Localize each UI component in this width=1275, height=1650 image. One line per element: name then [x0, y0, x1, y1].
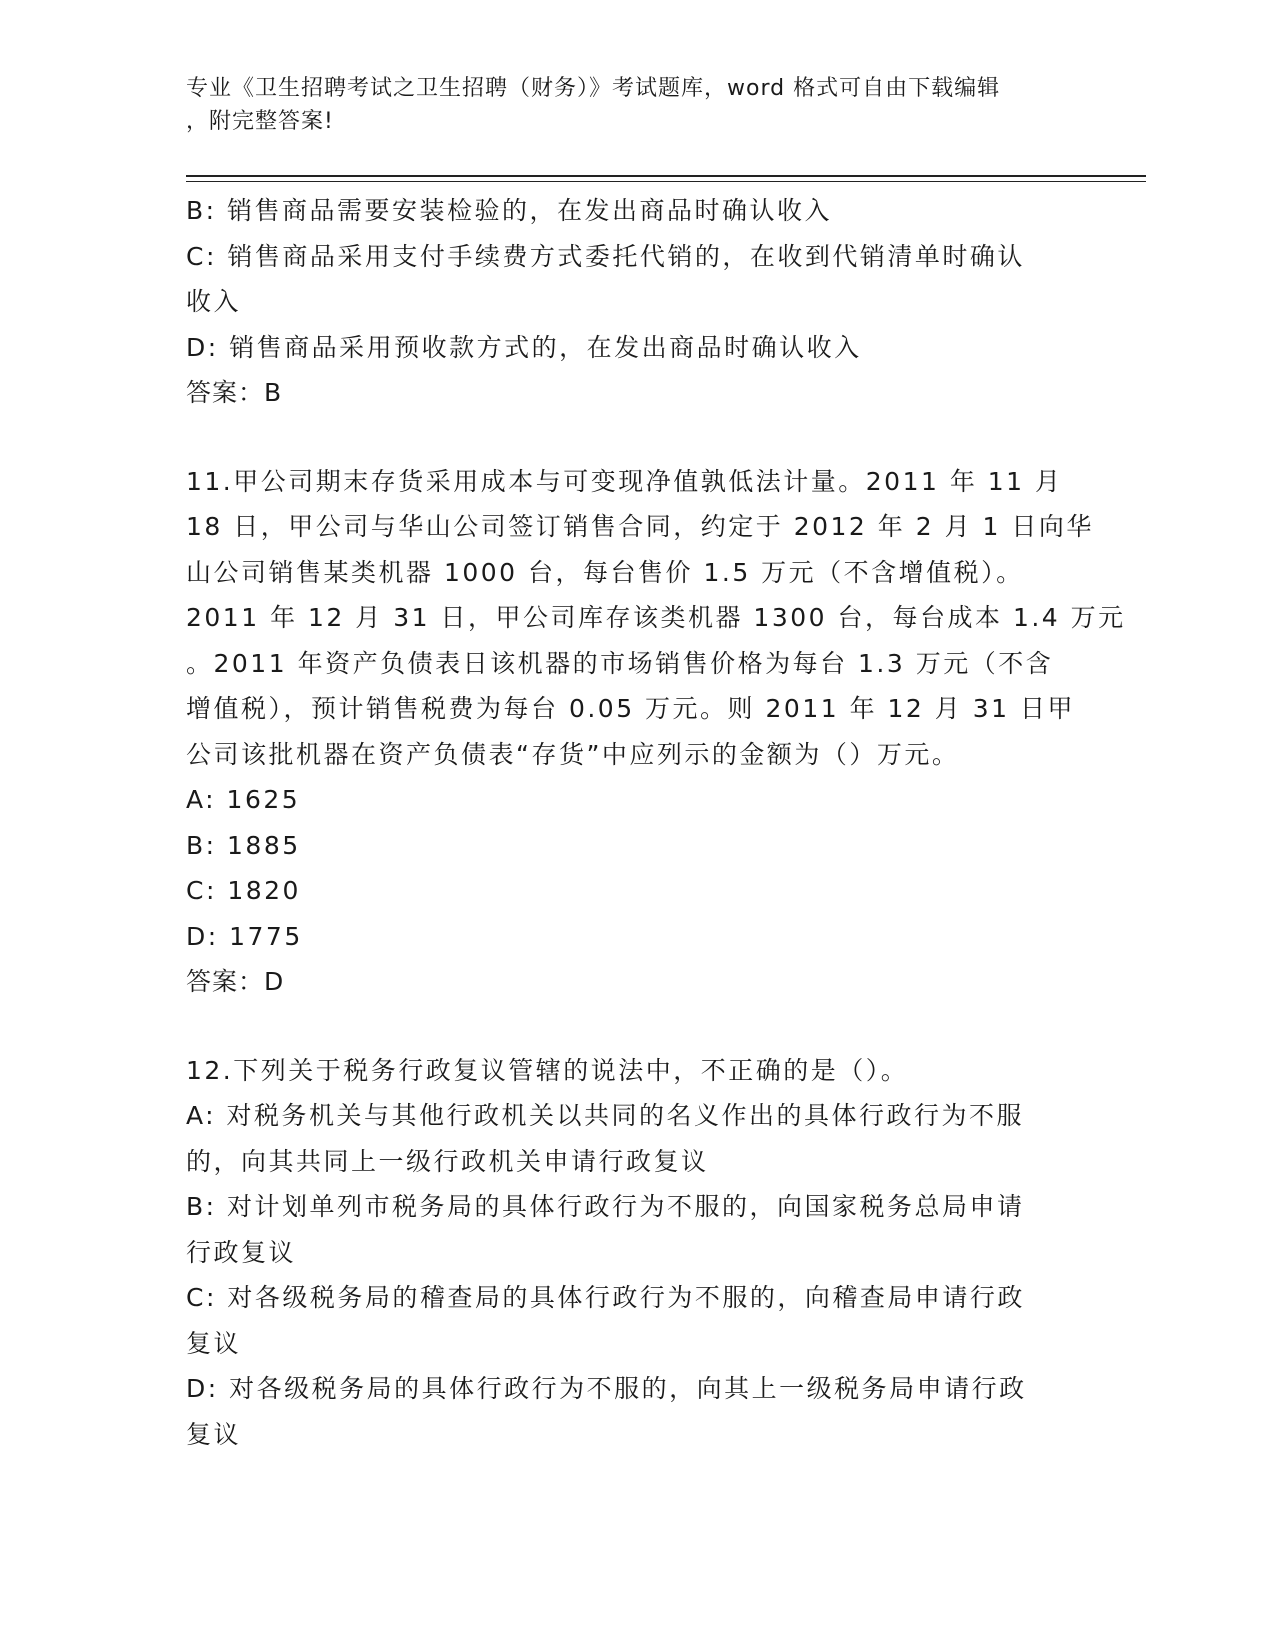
question-11	[186, 459, 1126, 1005]
q12-option-a-line-2: 的，向其共同上一级行政机关申请行政复议	[186, 1146, 709, 1176]
q10-option-d: D: 销售商品采用预收款方式的，在发出商品时确认收入	[186, 332, 862, 362]
q11-option-d: D: 1775	[186, 921, 303, 951]
header-line-1: 专业《卫生招聘考试之卫生招聘（财务）》考试题库，word 格式可自由下载编辑	[186, 76, 1001, 101]
q10-option-c-line-1: C: 销售商品采用支付手续费方式委托代销的，在收到代销清单时确认	[186, 241, 1025, 271]
q12-option-c-line-1: C: 对各级税务局的稽查局的具体行政行为不服的，向稽查局申请行政	[186, 1283, 1025, 1312]
q12-stem: 12.下列关于税务行政复议管辖的说法中，不正确的是（）。	[186, 1055, 909, 1085]
question-10	[186, 188, 1086, 416]
header-rule-thin	[186, 181, 1146, 182]
q11-answer: 答案：D	[186, 967, 285, 996]
header-line-2: ，附完整答案!	[186, 109, 334, 134]
q11-stem-line: 增值税），预计销售税费为每台 0.05 万元。则 2011 年 12 月 31 日甲	[186, 694, 1075, 723]
q11-option-a: A: 1625	[186, 785, 301, 814]
q11-stem-line: 18 日，甲公司与华山公司签订销售合同，约定于 2012 年 2 月 1 日向华	[186, 512, 1094, 541]
spacer	[186, 1005, 1086, 1048]
question-12	[186, 1048, 1086, 1458]
q12-option-b-line-2: 行政复议	[186, 1237, 297, 1267]
q12-option-c-line-2: 复议	[186, 1328, 242, 1358]
q11-stem-line: 11.甲公司期末存货采用成本与可变现净值孰低法计量。2011 年 11 月	[186, 466, 1063, 496]
q11-option-b: B: 1885	[186, 830, 301, 860]
page-header	[186, 72, 1066, 138]
question-content	[186, 188, 1126, 1457]
q11-option-c: C: 1820	[186, 876, 301, 905]
q11-stem-line: 。2011 年资产负债表日该机器的市场销售价格为每台 1.3 万元（不含	[186, 648, 1054, 678]
q12-option-b-line-1: B: 对计划单列市税务局的具体行政行为不服的，向国家税务总局申请	[186, 1192, 1025, 1221]
q11-stem-line: 山公司销售某类机器 1000 台，每台售价 1.5 万元（不含增值税）。	[186, 557, 1024, 587]
q10-option-b: B: 销售商品需要安装检验的，在发出商品时确认收入	[186, 196, 833, 225]
spacer	[186, 416, 1086, 459]
header-rule-thick	[186, 175, 1146, 177]
q10-option-c-line-2: 收入	[186, 287, 242, 316]
q10-answer: 答案：B	[186, 378, 283, 407]
q11-stem-line: 公司该批机器在资产负债表“存货”中应列示的金额为（）万元。	[186, 739, 960, 769]
q12-option-d-line-2: 复议	[186, 1419, 242, 1449]
q11-stem-line: 2011 年 12 月 31 日，甲公司库存该类机器 1300 台，每台成本 1.4 万元	[186, 603, 1126, 632]
q12-option-a-line-1: A: 对税务机关与其他行政机关以共同的名义作出的具体行政行为不服	[186, 1101, 1025, 1130]
q12-option-d-line-1: D: 对各级税务局的具体行政行为不服的，向其上一级税务局申请行政	[186, 1374, 1027, 1403]
